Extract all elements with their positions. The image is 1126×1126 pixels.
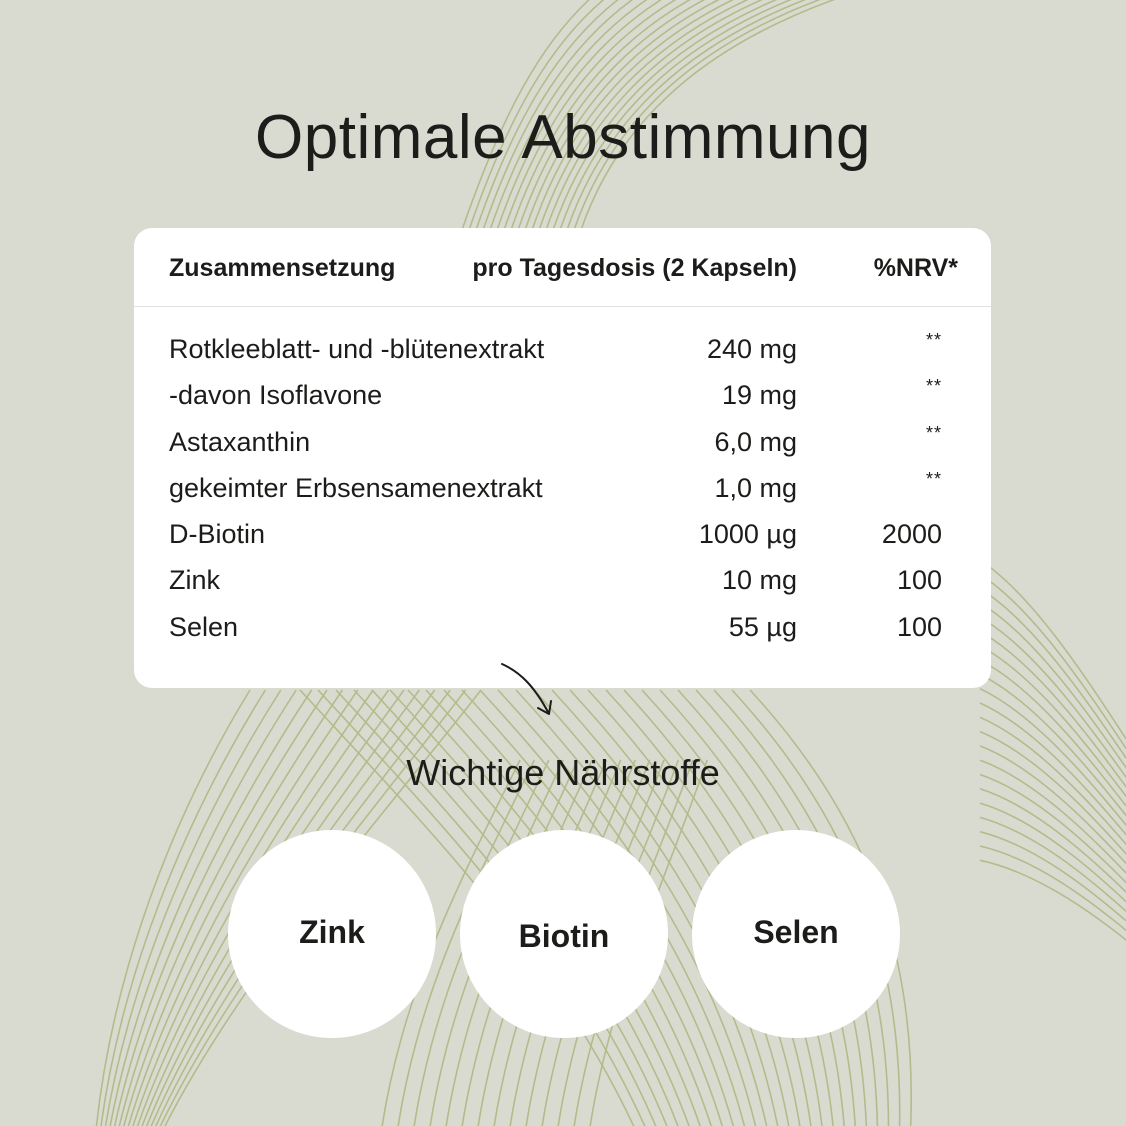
ingredient-name: -davon Isoflavone xyxy=(169,380,383,411)
table-row xyxy=(134,467,991,513)
ingredient-name: Zink xyxy=(169,565,221,596)
table-header xyxy=(134,228,991,307)
ingredient-dose: 240 mg xyxy=(706,334,797,364)
nutrient-badge-zink xyxy=(228,830,436,1038)
header-daily-dose: pro Tagesdosis (2 Kapseln) xyxy=(472,254,797,282)
composition-table xyxy=(134,228,991,688)
ingredient-nrv: ** xyxy=(925,422,942,443)
ingredient-dose: 55 µg xyxy=(728,611,797,642)
page-title: Optimale Abstimmung xyxy=(255,103,871,172)
ingredient-dose: 19 mg xyxy=(721,380,797,411)
header-nrv: %NRV* xyxy=(873,254,958,282)
nutrient-label: Biotin xyxy=(518,917,610,954)
wave-line xyxy=(980,789,1126,906)
wave-line xyxy=(980,589,1126,779)
ingredient-nrv: 100 xyxy=(896,611,942,642)
nutrients-heading: Wichtige Nährstoffe xyxy=(406,752,720,793)
ingredient-name: gekeimter Erbsensamenextrakt xyxy=(169,472,543,503)
wave-line xyxy=(980,860,1126,951)
ingredient-dose: 1,0 mg xyxy=(714,472,797,503)
ingredient-nrv: ** xyxy=(925,468,942,489)
ingredient-name: D-Biotin xyxy=(169,519,266,550)
ingredient-name: Selen xyxy=(169,611,239,642)
ingredient-nrv: 100 xyxy=(896,565,942,596)
table-row xyxy=(134,513,991,559)
ingredient-nrv: ** xyxy=(925,330,942,350)
ingredient-nrv: 2000 xyxy=(881,519,942,550)
table-row xyxy=(134,421,991,467)
curved-arrow-down-right-icon xyxy=(498,660,558,720)
table-row xyxy=(134,374,991,420)
nutrient-badge-selen xyxy=(692,830,900,1038)
ingredient-name: Astaxanthin xyxy=(169,426,311,457)
table-row xyxy=(134,606,991,652)
table-row xyxy=(134,328,991,374)
ingredient-dose: 1000 µg xyxy=(698,519,797,550)
ingredient-nrv: ** xyxy=(925,376,942,397)
wave-line xyxy=(980,574,1126,769)
nutrient-badge-biotin xyxy=(460,830,668,1038)
nutrient-label: Selen xyxy=(753,913,839,950)
ingredient-dose: 10 mg xyxy=(721,565,797,596)
nutrient-label: Zink xyxy=(299,913,365,950)
ingredient-dose: 6,0 mg xyxy=(714,426,797,457)
table-row xyxy=(134,559,991,605)
header-composition: Zusammensetzung xyxy=(169,254,396,282)
ingredient-name: Rotkleeblatt- und -blütenextrakt xyxy=(169,334,545,364)
table-body xyxy=(134,328,991,652)
